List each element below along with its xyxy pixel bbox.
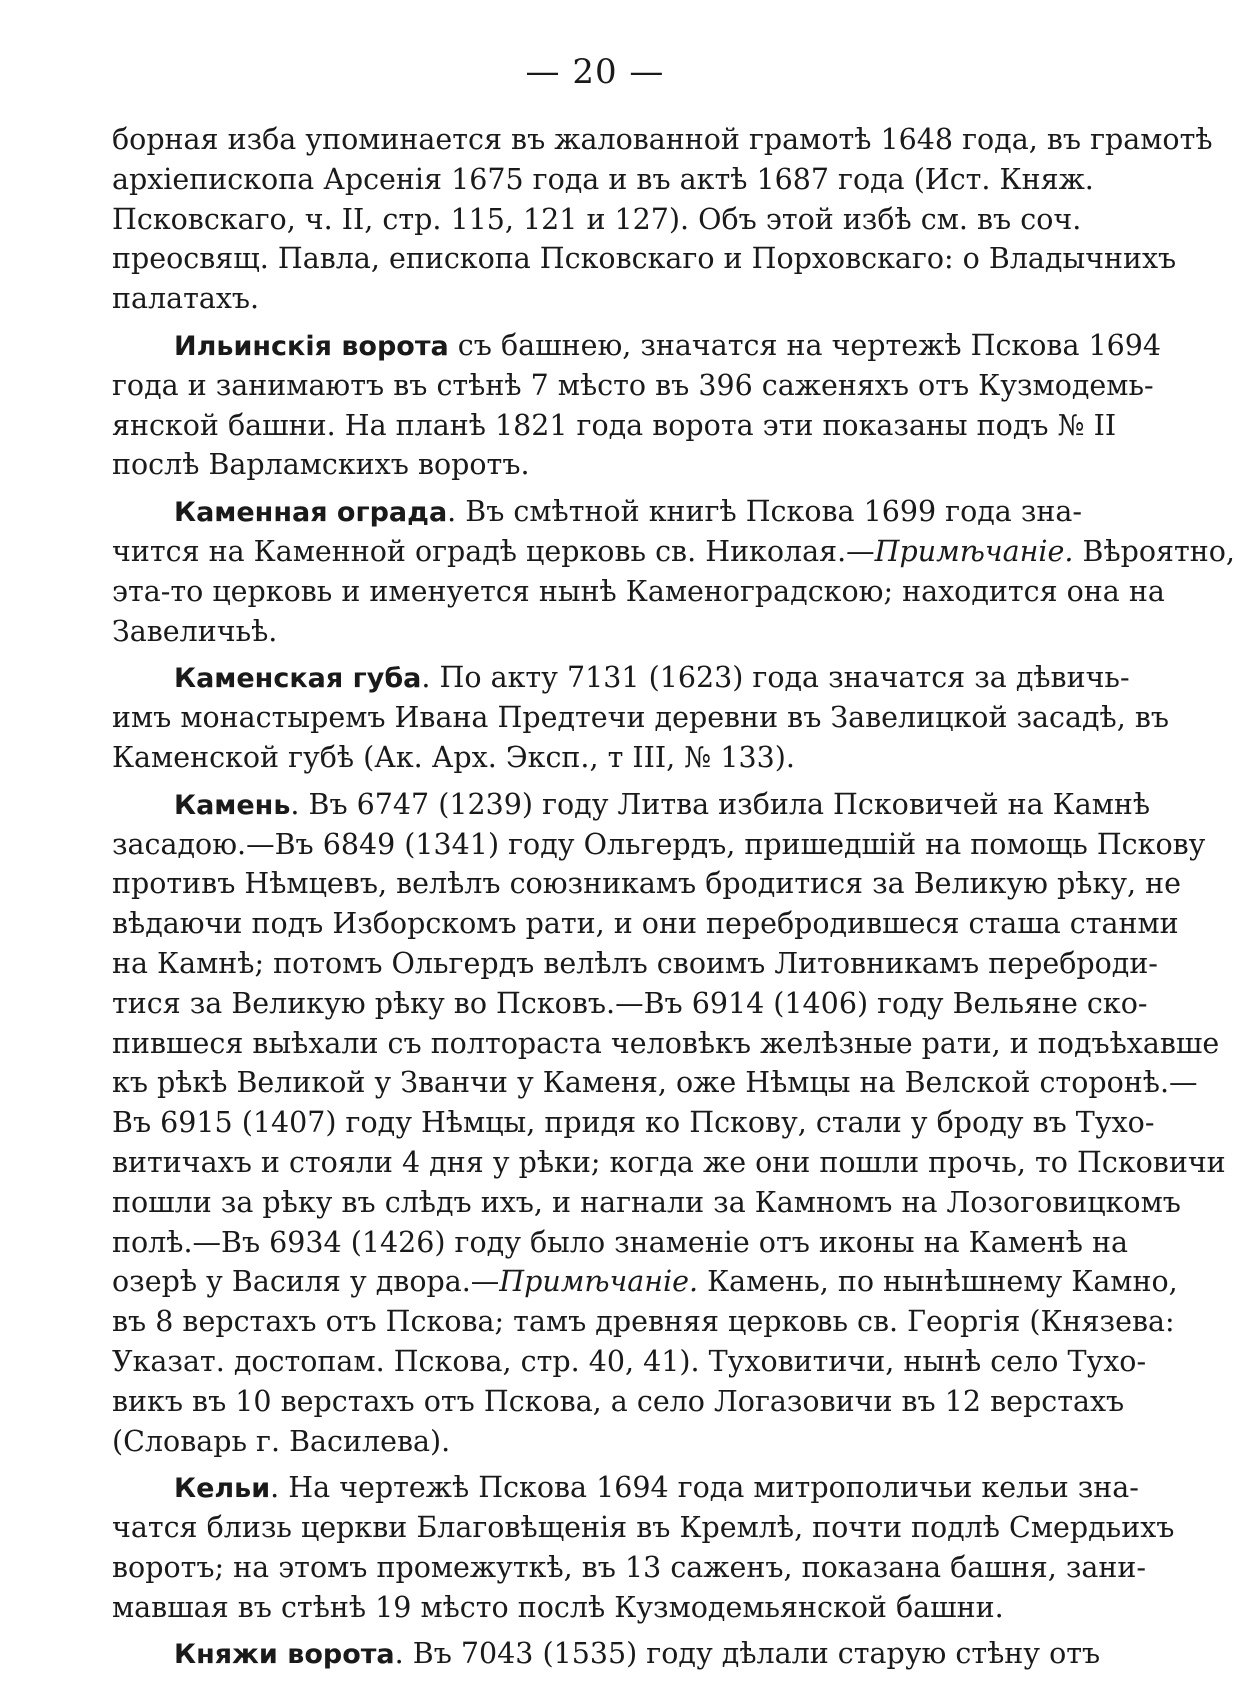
paragraph-borная-izba xyxy=(112,120,1213,319)
text-line: чатся близь церкви Благовѣщенія въ Кремлѣ, почти подлѣ Смердьихъ xyxy=(112,1511,1175,1545)
text-line xyxy=(112,1634,1101,1674)
text-line: палатахъ. xyxy=(112,282,260,316)
text-line: тися за Великую рѣку во Псковъ.—Въ 6914 (1406) году Вельяне ско- xyxy=(112,986,1148,1020)
text-line: воротъ; на этомъ промежуткѣ, въ 13 саженъ, показана башня, зани- xyxy=(112,1550,1147,1584)
text-line: пошли за рѣку въ слѣдъ ихъ, и нагнали за Камномъ на Лозоговицкомъ xyxy=(112,1185,1181,1219)
entry-term: Кельи xyxy=(174,1473,271,1505)
note-label: Примѣчаніе. xyxy=(499,1265,699,1299)
paragraph-kelyi xyxy=(112,1468,1175,1627)
text-line xyxy=(112,532,1235,572)
line-text: Вѣроятно, xyxy=(1082,534,1235,568)
text-line: пившеся выѣхали съ полтораста человѣкъ желѣзные рати, и подъѣхавше xyxy=(112,1026,1220,1060)
text-line xyxy=(112,492,1083,532)
line-text: чится на Каменной оградѣ церковь св. Николая.— xyxy=(112,534,875,568)
line-text: . Въ 6747 (1239) году Литва избила Псковичей на Камнѣ xyxy=(290,787,1151,821)
document-page xyxy=(112,48,1235,1681)
text-line: эта-то церковь и именуется нынѣ Каменоградскою; находится она на xyxy=(112,574,1165,608)
entry-term: Камень xyxy=(174,789,291,821)
paragraph-knyazhi-vorota xyxy=(112,1634,1101,1674)
note-label: Примѣчаніе. xyxy=(874,534,1074,568)
entry-term: Княжи ворота xyxy=(174,1639,395,1671)
line-text: съ башнею, значатся на чертежѣ Пскова 1694 xyxy=(448,328,1162,362)
page-number: — 20 — xyxy=(525,52,665,92)
paragraph-kamen xyxy=(112,785,1226,1462)
line-text: . По акту 7131 (1623) года значатся за дѣвичь- xyxy=(421,661,1130,695)
text-line: полѣ.—Въ 6934 (1426) году было знаменіе отъ иконы на Каменѣ на xyxy=(112,1225,1128,1259)
line-text: . Въ 7043 (1535) году дѣлали старую стѣну отъ xyxy=(394,1637,1101,1671)
text-line: Въ 6915 (1407) году Нѣмцы, придя ко Пскову, стали у броду въ Тухо- xyxy=(112,1106,1155,1140)
text-line: борная изба упоминается въ жалованной грамотѣ 1648 года, въ грамотѣ xyxy=(112,123,1213,156)
text-line: мавшая въ стѣнѣ 19 мѣсто послѣ Кузмодемьянской башни. xyxy=(112,1590,1004,1624)
text-line: витичахъ и стояли 4 дня у рѣки; когда же они пошли прочь, то Псковичи xyxy=(112,1145,1226,1179)
text-line: въ 8 верстахъ отъ Пскова; тамъ древняя церковь св. Георгія (Князева: xyxy=(112,1305,1175,1339)
line-text: озерѣ у Василя у двора.— xyxy=(112,1265,500,1299)
text-line: Псковскаго, ч. II, стр. 115, 121 и 127). Объ этой избѣ см. въ соч. xyxy=(112,202,1082,236)
entry-term: Каменная ограда xyxy=(174,497,448,529)
text-line: имъ монастыремъ Ивана Предтечи деревни въ Завелицкой засадѣ, въ xyxy=(112,701,1170,735)
text-line: викъ въ 10 верстахъ отъ Пскова, а село Логазовичи въ 12 верстахъ xyxy=(112,1384,1125,1418)
entry-term: Ильинскія ворота xyxy=(174,330,449,362)
text-line xyxy=(112,1468,1139,1508)
text-line: Указат. достопам. Пскова, стр. 40, 41). Туховитичи, нынѣ село Тухо- xyxy=(112,1344,1147,1378)
text-line: Каменской губѣ (Ак. Арх. Эксп., т III, № 133). xyxy=(112,740,795,774)
line-text: . На чертежѣ Пскова 1694 года митрополичьи кельи зна- xyxy=(270,1471,1139,1505)
text-line: (Словарь г. Василева). xyxy=(112,1424,451,1458)
paragraph-ilinskiya-vorota xyxy=(112,326,1162,485)
text-line: на Камнѣ; потомъ Ольгердъ велѣлъ своимъ Литовникамъ переброди- xyxy=(112,946,1158,980)
text-line: засадою.—Въ 6849 (1341) году Ольгердъ, пришедшій на помощь Пскову xyxy=(112,827,1206,861)
line-text: Камень, по нынѣшнему Камно, xyxy=(698,1265,1178,1299)
entry-term: Каменская губа xyxy=(174,663,422,695)
text-line: года и занимаютъ въ стѣнѣ 7 мѣсто въ 396 саженяхъ отъ Кузмодемь- xyxy=(112,368,1154,402)
paragraph-kamenskaya-guba xyxy=(112,658,1170,777)
text-line xyxy=(112,785,1151,825)
text-line: вѣдаючи подъ Изборскомъ рати, и они перебродившеся сташа станми xyxy=(112,907,1179,941)
text-line xyxy=(112,658,1130,698)
paragraph-kamennaya-ograda xyxy=(112,492,1235,651)
text-line: послѣ Варламскихъ воротъ. xyxy=(112,448,530,482)
text-line: янской башни. На планѣ 1821 года ворота эти показаны подъ № II xyxy=(112,408,1117,442)
text-line: противъ Нѣмцевъ, велѣлъ союзникамъ бродитися за Великую рѣку, не xyxy=(112,867,1182,901)
text-line: преосвящ. Павла, епископа Псковскаго и Порховскаго: о Владычнихъ xyxy=(112,242,1177,276)
text-line: Завеличьѣ. xyxy=(112,614,278,648)
text-line xyxy=(112,1262,1178,1302)
text-line: къ рѣкѣ Великой у Званчи у Каменя, оже Нѣмцы на Велской сторонѣ.— xyxy=(112,1066,1198,1100)
text-line: архіепископа Арсенія 1675 года и въ актѣ 1687 года (Ист. Княж. xyxy=(112,162,1094,196)
line-text: . Въ смѣтной книгѣ Пскова 1699 года зна- xyxy=(447,495,1083,529)
text-line xyxy=(112,326,1162,366)
